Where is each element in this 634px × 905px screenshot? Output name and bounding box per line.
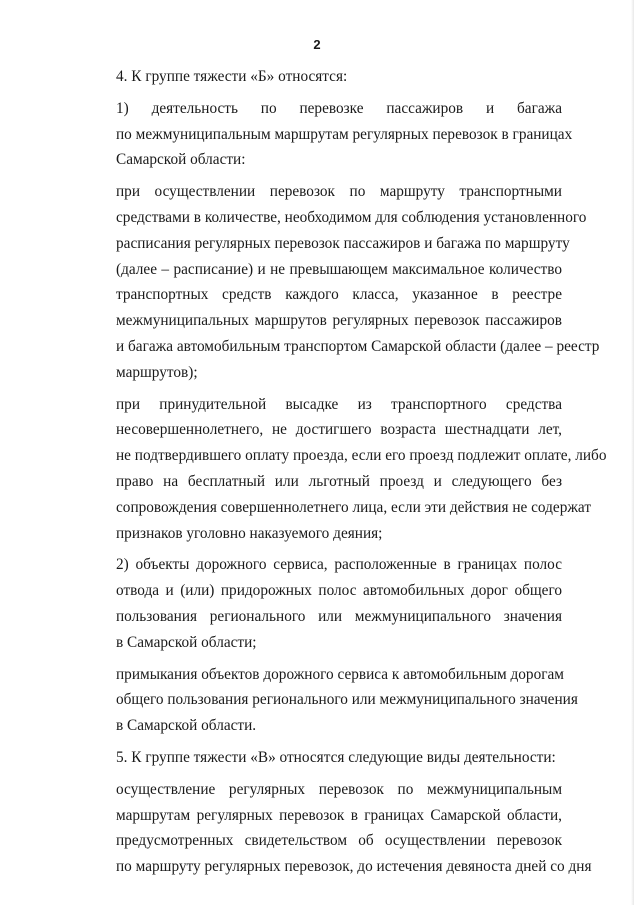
text-line: при осуществлении перевозок по маршруту транспортными <box>116 183 562 201</box>
text-line: по межмуниципальным маршрутам регулярных перевозок в границах <box>116 125 573 143</box>
text-line: осуществление регулярных перевозок по межмуниципальным <box>116 780 562 798</box>
text-line: пользования регионального или межмуниципального значения <box>116 607 562 625</box>
text-line: 2) объекты дорожного сервиса, расположенные в границах полос <box>116 556 562 574</box>
text-line: предусмотренных свидетельством об осуществлении перевозок <box>116 832 562 850</box>
text-line: 4. К группе тяжести «Б» относятся: <box>116 68 348 85</box>
text-line: маршрутам регулярных перевозок в границах Самарской области, <box>116 806 562 824</box>
text-line: отвода и (или) придорожных полос автомобильных дорог общего <box>116 582 562 600</box>
text-line: право на бесплатный или льготный проезд и следующего без <box>116 472 562 490</box>
text-line: по маршруту регулярных перевозок, до истечения девяноста дней со дня <box>116 858 592 876</box>
document-body <box>76 64 607 880</box>
text-line: (далее – расписание) и не превышающем максимальное количество <box>116 260 562 278</box>
text-line: межмуниципальных маршрутов регулярных перевозок пассажиров <box>116 312 562 330</box>
text-line: средствами в количестве, необходимом для соблюдения установленного <box>116 208 587 226</box>
paragraph-group-v-heading <box>76 745 562 771</box>
text-line: маршрутов); <box>116 363 198 381</box>
paragraph-item-2 <box>76 552 562 655</box>
text-line: несовершеннолетнего, не достигшего возраста шестнадцати лет, <box>116 421 562 439</box>
page-number: 2 <box>313 37 321 52</box>
text-line: примыкания объектов дорожного сервиса к автомобильным дорогам <box>116 665 564 683</box>
text-line: признаков уголовно наказуемого деяния; <box>116 524 383 542</box>
text-line: расписания регулярных перевозок пассажиров и багажа по маршруту <box>116 234 570 252</box>
text-line: в Самарской области. <box>116 717 257 735</box>
text-line: и багажа автомобильным транспортом Самарской области (далее – реестр <box>116 337 600 355</box>
paragraph-road-junctions <box>76 662 578 739</box>
paragraph-forced-disembark <box>76 392 607 547</box>
text-line: Самарской области: <box>116 151 246 169</box>
text-line: при принудительной высадке из транспортного средства <box>116 395 562 413</box>
text-line: транспортных средств каждого класса, указанное в реестре <box>116 286 562 304</box>
paragraph-item-1 <box>76 96 573 173</box>
text-line: не подтвердившего оплату проезда, если его проезд подлежит оплате, либо <box>116 447 607 465</box>
paragraph-route-transport <box>76 179 600 385</box>
text-line: 1) деятельность по перевозке пассажиров и багажа <box>116 99 562 117</box>
text-line: сопровождения совершеннолетнего лица, если эти действия не содержат <box>116 498 592 516</box>
paragraph-group-b-heading <box>76 64 562 90</box>
text-line: 5. К группе тяжести «В» относятся следующие виды деятельности: <box>116 748 556 766</box>
paragraph-regular-transport <box>76 777 592 880</box>
text-line: общего пользования регионального или межмуниципального значения <box>116 691 578 709</box>
text-line: в Самарской области; <box>116 633 257 651</box>
